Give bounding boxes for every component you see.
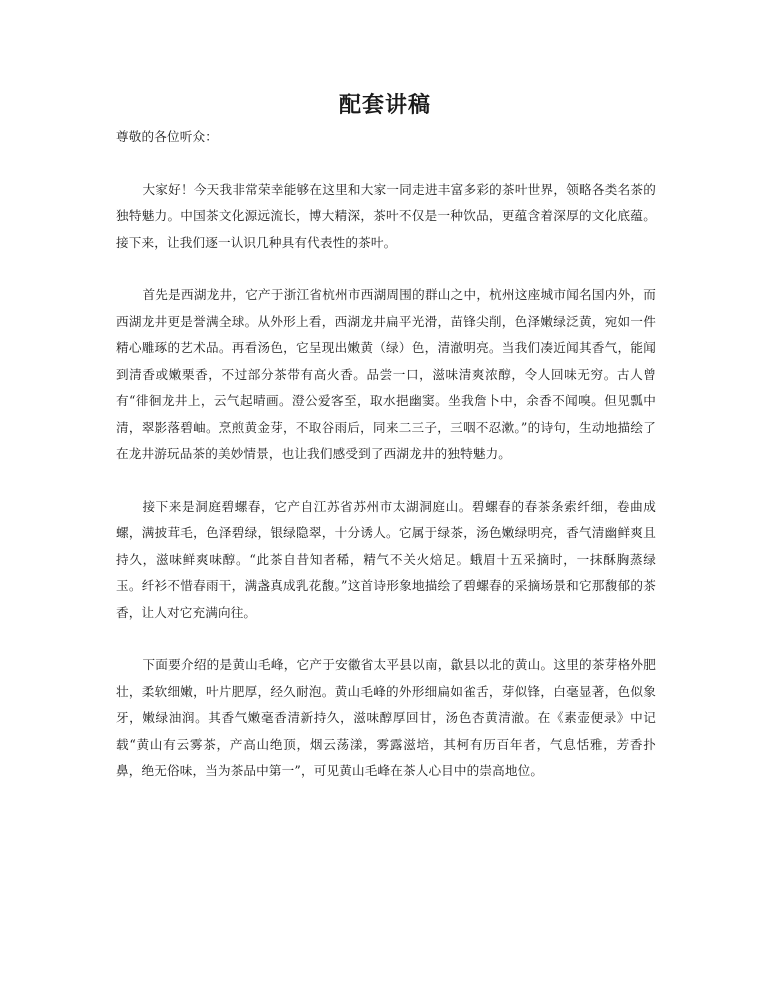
paragraph-maofeng: 下面要介绍的是黄山毛峰，它产于安徽省太平县以南，歙县以北的黄山。这里的茶芽格外肥壮，柔软细嫩，叶片肥厚，经久耐泡。黄山毛峰的外形细扁如雀舌，芽似锋，白毫显著，色似象牙，嫩绿油润。其香气嫩毫香清新持久，滋味醇厚回甘，汤色杏黄清澈。在《素壶便录》中记载“黄山有云雾茶，产高山绝顶，烟云荡漾，雾露滋培，其柯有历百年者，气息恬雅，芳香扑鼻，绝无俗味，当为茶品中第一”，可见黄山毛峰在茶人心目中的崇高地位。 [116, 657, 656, 778]
paragraph-biluochun: 接下来是洞庭碧螺春，它产自江苏省苏州市太湖洞庭山。碧螺春的春茶条索纤细，卷曲成螺，满披茸毛，色泽碧绿，银绿隐翠，十分诱人。它属于绿茶，汤色嫩绿明亮，香气清幽鲜爽且持久，滋味鲜爽味醇。“此茶自昔知者稀，精气不关火焙足。蛾眉十五采摘时，一抹酥胸蒸绿玉。纤衫不惜春雨干，满盏真成乳花馥。”这首诗形象地描绘了碧螺春的采摘场景和它那馥郁的茶香，让人对它充满向往。 [116, 498, 656, 620]
paragraph-intro: 大家好！今天我非常荣幸能够在这里和大家一同走进丰富多彩的茶叶世界，领略各类名茶的独特魅力。中国茶文化源远流长，博大精深，茶叶不仅是一种饮品，更蕴含着深厚的文化底蕴。接下来，让我们逐一认识几种具有代表性的茶叶。 [116, 181, 656, 250]
document-title: 配套讲稿 [338, 92, 431, 118]
greeting-line: 尊敬的各位听众： [116, 129, 218, 144]
paragraph-longjing: 首先是西湖龙井，它产于浙江省杭州市西湖周围的群山之中，杭州这座城市闻名国内外，而西湖龙井更是誉满全球。从外形上看，西湖龙井扁平光滑，苗锋尖削，色泽嫩绿泛黄，宛如一件精心雕琢的艺术品。再看汤色，它呈现出嫩黄（绿）色，清澈明亮。当我们凑近闻其香气，能闻到清香或嫩栗香，不过部分茶带有高火香。品尝一口，滋味清爽浓醇，令人回味无穷。古人曾有“徘徊龙井上，云气起晴画。澄公爱客至，取水挹幽窦。坐我詹卜中，余香不闻嗅。但见瓢中清，翠影落碧岫。烹煎黄金芽，不取谷雨后，同来二三子，三咽不忍漱。”的诗句，生动地描绘了在龙井游玩品茶的美妙情景，也让我们感受到了西湖龙井的独特魅力。 [116, 287, 656, 461]
document-body [116, 124, 656, 785]
